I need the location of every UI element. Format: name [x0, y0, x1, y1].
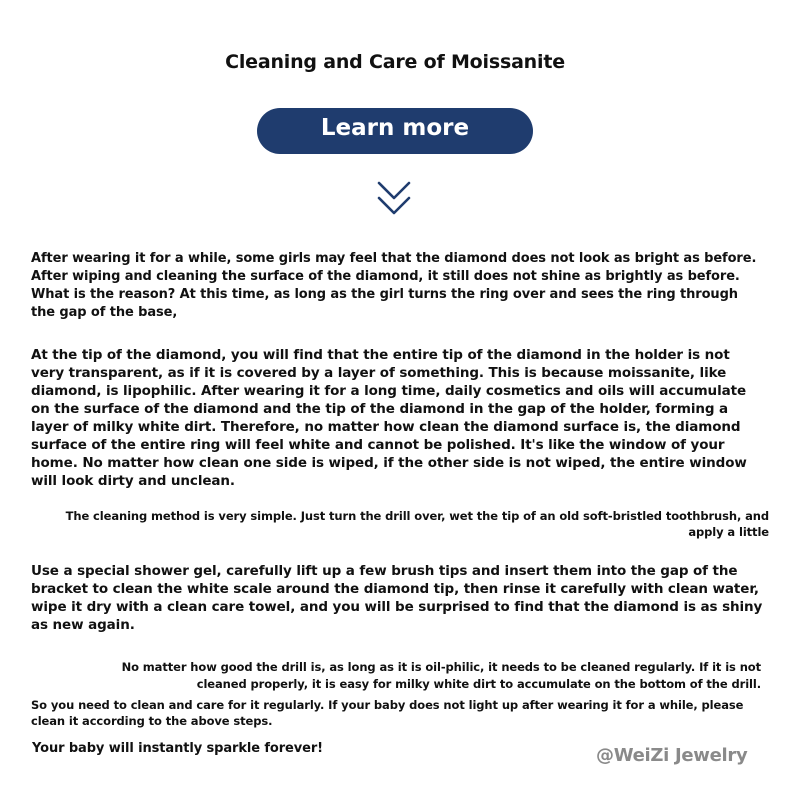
paragraph-intro: After wearing it for a while, some girls may feel that the diamond does not look as bright as before. After wiping and cleaning the surface of the diamond, it still does not shine as brightly as before. What is the reason? At this time, as long as the girl turns the ring over and sees the ring through the gap of the base, — [31, 251, 757, 320]
paragraph-explanation: At the tip of the diamond, you will find that the entire tip of the diamond in the holder is not very transparent, as if it is covered by a layer of something. This is because moissanite, like diamond, is lipophilic. After wearing it for a long time, daily cosmetics and oils will accumulate on the surface of the diamond and the tip of the diamond in the gap of the holder, forming a layer of milky white dirt. Therefore, no matter how clean the diamond surface is, the diamond surface of the entire ring will feel white and cannot be polished. It's like the window of your home. No matter how clean one side is wiped, if the other side is not wiped, the entire window will look dirty and unclean. — [31, 347, 747, 489]
watermark: @WeiZi Jewelry — [596, 745, 748, 766]
paragraph-cleaning-steps: Use a special shower gel, carefully lift up a few brush tips and insert them into the gap of the bracket to clean the white scale around the diamond tip, then rinse it carefully with clean water, wipe it dry with a clean care towel, and you will be surprised to find that the diamond is as shiny as new again. — [31, 563, 763, 633]
learn-more-button[interactable]: Learn more — [257, 108, 533, 154]
paragraph-care-advice: So you need to clean and care for it regularly. If your baby does not light up after wearing it for a while, please clean it according to the above steps. — [31, 698, 744, 728]
page-title: Cleaning and Care of Moissanite — [225, 51, 565, 73]
double-chevron-down-icon — [376, 180, 412, 218]
paragraph-cleaning-method: The cleaning method is very simple. Just turn the drill over, wet the tip of an old soft-bristled toothbrush, and apply a little — [65, 509, 769, 539]
paragraph-regular-cleaning: No matter how good the drill is, as long as it is oil-philic, it needs to be cleaned regularly. If it is not cleaned properly, it is easy for milky white dirt to accumulate on the bottom of the drill. — [121, 660, 761, 691]
paragraph-closing: Your baby will instantly sparkle forever! — [32, 741, 324, 756]
